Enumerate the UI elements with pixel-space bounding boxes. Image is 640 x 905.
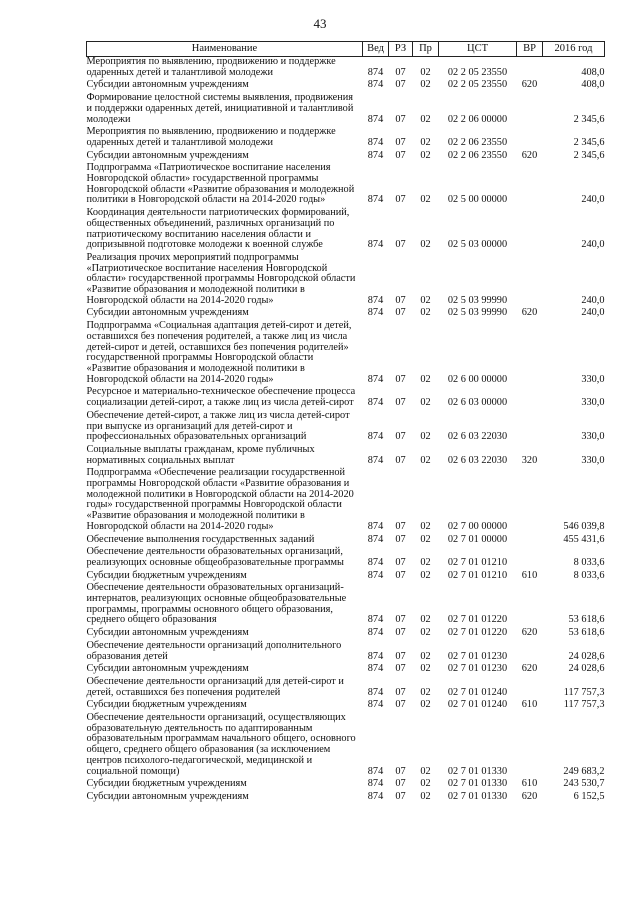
row-pr: 02	[420, 239, 431, 251]
row-name: Обеспечение детей-сирот, а также лиц из числа детей-сирот при выпуске из организаций для детей-сирот и профессиональных образовательных организаций	[86, 409, 350, 443]
row-pr: 02	[420, 66, 431, 78]
row-amount: 240,0	[581, 294, 605, 306]
table-row	[87, 713, 605, 779]
row-amount: 330,0	[581, 431, 605, 443]
row-name: Обеспечение деятельности организаций дополнительного образования детей	[86, 639, 342, 662]
row-cst: 02 5 03 00000	[447, 239, 508, 251]
row-ved: 874	[367, 397, 384, 409]
row-cst: 02 2 06 23550	[447, 136, 508, 148]
row-ved: 874	[367, 627, 384, 639]
row-pr: 02	[420, 113, 431, 125]
table-row	[87, 468, 605, 534]
row-name: Обеспечение деятельности образовательных организаций, реализующих основные общеобразовательные программы	[86, 546, 344, 568]
row-ved: 874	[367, 454, 384, 466]
row-rz: 07	[395, 663, 406, 675]
row-amount: 330,0	[581, 454, 605, 466]
row-pr: 02	[420, 194, 431, 206]
row-cst: 02 5 00 00000	[447, 194, 508, 206]
row-amount: 53 618,6	[568, 614, 605, 626]
row-rz: 07	[395, 520, 406, 532]
row-vr	[517, 468, 543, 534]
row-ved: 874	[367, 307, 384, 319]
row-vr	[517, 641, 543, 664]
row-cst: 02 7 01 01330	[447, 778, 508, 790]
row-rz: 07	[395, 431, 406, 443]
row-pr: 02	[420, 663, 431, 675]
row-amount: 117 757,3	[563, 686, 605, 698]
table-row	[87, 208, 605, 253]
row-amount: 240,0	[581, 239, 605, 251]
row-rz: 07	[395, 650, 406, 662]
row-name: Реализация прочих мероприятий подпрограммы «Патриотическое воспитание населения Новгородской области» государственной программы Новгородской области «Развитие образования и молодежной политики в Новгородской области на 2014-2020 годы»	[86, 251, 356, 306]
row-name: Субсидии автономным учреждениям	[86, 79, 249, 91]
table-row	[87, 445, 605, 468]
row-amount: 240,0	[581, 307, 605, 319]
row-rz: 07	[395, 194, 406, 206]
row-cst: 02 7 01 01220	[447, 627, 508, 639]
col-header-year: 2016 год	[543, 42, 605, 57]
row-pr: 02	[420, 454, 431, 466]
row-rz: 07	[395, 113, 406, 125]
row-rz: 07	[395, 556, 406, 568]
row-name: Мероприятия по выявлению, продвижению и поддержке одаренных детей и талантливой молодежи	[86, 126, 336, 148]
row-ved: 874	[367, 149, 384, 161]
row-cst: 02 7 01 01330	[447, 765, 508, 777]
table-body	[87, 57, 605, 805]
row-cst: 02 5 03 99990	[447, 307, 508, 319]
row-pr: 02	[420, 533, 431, 545]
row-pr: 02	[420, 294, 431, 306]
row-amount: 249 683,2	[563, 765, 605, 777]
row-rz: 07	[395, 533, 406, 545]
row-vr: 320	[521, 454, 538, 466]
row-pr: 02	[420, 686, 431, 698]
row-cst: 02 2 05 23550	[447, 66, 508, 78]
row-name: Социальные выплаты гражданам, кроме публичных нормативных социальных выплат	[86, 443, 315, 466]
row-vr: 620	[521, 79, 538, 91]
row-vr	[517, 535, 543, 548]
row-vr	[517, 127, 543, 150]
table-row	[87, 127, 605, 150]
col-header-ved: Вед	[363, 42, 389, 57]
row-rz: 07	[395, 614, 406, 626]
row-ved: 874	[367, 294, 384, 306]
row-vr	[517, 253, 543, 309]
row-name: Обеспечение деятельности организаций для детей-сирот и детей, оставшихся без попечения родителей	[86, 675, 344, 698]
row-cst: 02 7 01 01230	[447, 663, 508, 675]
table-row	[87, 628, 605, 641]
row-vr	[517, 387, 543, 410]
row-pr: 02	[420, 397, 431, 409]
row-ved: 874	[367, 113, 384, 125]
row-name: Подпрограмма «Патриотическое воспитание населения Новгородской области» государственной программы Новгородской области «Развитие образования и молодежной политики в Новгородской области на 2014-2020 годы»	[86, 162, 355, 206]
row-amount: 243 530,7	[563, 778, 605, 790]
budget-table	[86, 41, 605, 805]
row-cst: 02 7 01 01240	[447, 699, 508, 711]
row-pr: 02	[420, 765, 431, 777]
row-vr	[517, 583, 543, 628]
row-ved: 874	[367, 431, 384, 443]
row-ved: 874	[367, 136, 384, 148]
row-name: Мероприятия по выявлению, продвижению и поддержке одаренных детей и талантливой молодежи	[86, 56, 336, 78]
row-vr: 620	[521, 663, 538, 675]
row-vr: 610	[521, 569, 538, 581]
row-amount: 117 757,3	[563, 699, 605, 711]
row-pr: 02	[420, 79, 431, 91]
row-name: Подпрограмма «Обеспечение реализации государственной программы Новгородской области «Развитие образования и молодежной политики в Новгородской области на 2014-2020 годы» государственной программы Новгородской области «Развитие образования и молодежной политики в Новгородской области на 2014-2020 годы»	[86, 467, 354, 532]
table-row	[87, 547, 605, 570]
row-ved: 874	[367, 239, 384, 251]
row-vr	[517, 677, 543, 700]
row-cst: 02 6 03 22030	[447, 454, 508, 466]
row-cst: 02 6 03 00000	[447, 397, 508, 409]
row-amount: 8 033,6	[573, 556, 605, 568]
row-pr: 02	[420, 650, 431, 662]
row-ved: 874	[367, 699, 384, 711]
row-cst: 02 7 00 00000	[447, 520, 508, 532]
row-rz: 07	[395, 239, 406, 251]
table-header	[87, 42, 605, 57]
row-pr: 02	[420, 520, 431, 532]
row-ved: 874	[367, 765, 384, 777]
row-amount: 240,0	[581, 194, 605, 206]
row-ved: 874	[367, 791, 384, 802]
row-pr: 02	[420, 699, 431, 711]
row-ved: 874	[367, 614, 384, 626]
row-amount: 2 345,6	[573, 149, 605, 161]
row-ved: 874	[367, 373, 384, 385]
row-cst: 02 7 01 01330	[447, 791, 508, 802]
row-vr: 610	[521, 699, 538, 711]
table-row	[87, 253, 605, 309]
row-vr: 620	[521, 307, 538, 319]
row-vr	[517, 713, 543, 779]
row-cst: 02 7 01 01220	[447, 614, 508, 626]
row-rz: 07	[395, 136, 406, 148]
table-row	[87, 321, 605, 387]
row-ved: 874	[367, 66, 384, 78]
row-vr: 620	[521, 791, 538, 802]
row-vr: 620	[521, 149, 538, 161]
row-pr: 02	[420, 791, 431, 802]
row-name: Субсидии бюджетным учреждениям	[86, 569, 247, 581]
row-rz: 07	[395, 627, 406, 639]
row-name: Субсидии автономным учреждениям	[86, 791, 249, 802]
row-ved: 874	[367, 79, 384, 91]
row-vr	[517, 411, 543, 445]
col-header-name: Наименование	[87, 42, 363, 57]
row-amount: 53 618,6	[568, 627, 605, 639]
row-name: Субсидии автономным учреждениям	[86, 663, 249, 675]
row-cst: 02 7 01 01230	[447, 650, 508, 662]
row-rz: 07	[395, 79, 406, 91]
row-cst: 02 6 00 00000	[447, 373, 508, 385]
row-name: Субсидии бюджетным учреждениям	[86, 699, 247, 711]
table-row	[87, 163, 605, 208]
row-ved: 874	[367, 569, 384, 581]
row-rz: 07	[395, 686, 406, 698]
row-name: Координация деятельности патриотических формирований, общественных объединений, различных организаций по патриотическому воспитанию населения области и допризывной подготовке молодежи к военной службе	[86, 207, 350, 251]
row-name: Обеспечение выполнения государственных заданий	[86, 533, 315, 545]
row-name: Субсидии автономным учреждениям	[86, 307, 249, 319]
row-cst: 02 5 03 99990	[447, 294, 508, 306]
row-vr: 620	[521, 627, 538, 639]
table-row	[87, 583, 605, 628]
row-vr	[517, 208, 543, 253]
row-pr: 02	[420, 627, 431, 639]
row-rz: 07	[395, 149, 406, 161]
row-amount: 330,0	[581, 397, 605, 409]
col-header-vr: ВР	[517, 42, 543, 57]
row-rz: 07	[395, 454, 406, 466]
row-ved: 874	[367, 686, 384, 698]
row-cst: 02 2 05 23550	[447, 79, 508, 91]
row-ved: 874	[367, 650, 384, 662]
row-vr: 610	[521, 778, 538, 790]
row-amount: 2 345,6	[573, 113, 605, 125]
row-rz: 07	[395, 294, 406, 306]
table-row	[87, 792, 605, 805]
col-header-rz: РЗ	[389, 42, 413, 57]
row-pr: 02	[420, 614, 431, 626]
row-amount: 2 345,6	[573, 136, 605, 148]
row-vr	[517, 163, 543, 208]
row-cst: 02 7 01 01210	[447, 556, 508, 568]
table-row	[87, 641, 605, 664]
page-number: 43	[313, 16, 327, 31]
row-cst: 02 7 01 01210	[447, 569, 508, 581]
row-vr	[517, 321, 543, 387]
row-name: Обеспечение деятельности организаций, осуществляющих образовательную деятельность по адаптированным образовательным программам начального общего, основного общего, среднего общего образования (за исключением центров психолого-педагогической, медицинской и социальной помощи)	[86, 712, 356, 777]
row-pr: 02	[420, 136, 431, 148]
row-name: Формирование целостной системы выявления, продвижения и поддержки одаренных детей, инициативной и талантливой молодежи	[86, 92, 354, 125]
row-pr: 02	[420, 149, 431, 161]
row-name: Ресурсное и материально-техническое обеспечение процесса социализации детей-сирот, а также лиц из числа детей-сирот	[86, 386, 356, 409]
row-vr	[517, 93, 543, 127]
row-cst: 02 7 01 00000	[447, 533, 508, 545]
row-amount: 455 431,6	[563, 533, 605, 545]
row-ved: 874	[367, 778, 384, 790]
row-rz: 07	[395, 569, 406, 581]
row-cst: 02 2 06 23550	[447, 149, 508, 161]
row-rz: 07	[395, 791, 406, 802]
table-row	[87, 411, 605, 445]
row-amount: 24 028,6	[568, 663, 605, 675]
col-header-cst: ЦСТ	[439, 42, 517, 57]
row-rz: 07	[395, 397, 406, 409]
row-rz: 07	[395, 765, 406, 777]
row-name: Подпрограмма «Социальная адаптация детей-сирот и детей, оставшихся без попечения родителей, а также лиц из числа детей-сирот и детей, оставшихся без попечения родителей» государственной программы Новгородской области «Развитие образования и молодежной политики в Новгородской области на 2014-2020 годы»	[86, 320, 352, 385]
row-amount: 408,0	[581, 66, 605, 78]
row-vr	[517, 57, 543, 81]
row-cst: 02 2 06 00000	[447, 113, 508, 125]
row-amount: 6 152,5	[573, 791, 605, 802]
row-amount: 546 039,8	[563, 520, 605, 532]
row-pr: 02	[420, 556, 431, 568]
row-pr: 02	[420, 569, 431, 581]
row-name: Субсидии автономным учреждениям	[86, 627, 249, 639]
row-name: Субсидии автономным учреждениям	[86, 149, 249, 161]
row-pr: 02	[420, 778, 431, 790]
row-rz: 07	[395, 699, 406, 711]
row-cst: 02 6 03 22030	[447, 431, 508, 443]
row-amount: 24 028,6	[568, 650, 605, 662]
row-rz: 07	[395, 373, 406, 385]
row-ved: 874	[367, 520, 384, 532]
table-row	[87, 57, 605, 81]
row-name: Субсидии бюджетным учреждениям	[86, 778, 247, 790]
row-ved: 874	[367, 533, 384, 545]
row-pr: 02	[420, 431, 431, 443]
row-vr	[517, 547, 543, 570]
row-rz: 07	[395, 307, 406, 319]
row-pr: 02	[420, 373, 431, 385]
row-pr: 02	[420, 307, 431, 319]
row-amount: 408,0	[581, 79, 605, 91]
row-ved: 874	[367, 663, 384, 675]
table-row	[87, 387, 605, 410]
row-name: Обеспечение деятельности образовательных организаций-интернатов, реализующих основные общеобразовательные программы, программы основного общего образования, среднего общего образования	[86, 582, 347, 626]
row-amount: 330,0	[581, 373, 605, 385]
row-amount: 8 033,6	[573, 569, 605, 581]
row-cst: 02 7 01 01240	[447, 686, 508, 698]
row-rz: 07	[395, 778, 406, 790]
row-ved: 874	[367, 556, 384, 568]
col-header-pr: Пр	[413, 42, 439, 57]
table-row	[87, 677, 605, 700]
table-row	[87, 93, 605, 127]
row-ved: 874	[367, 194, 384, 206]
row-rz: 07	[395, 66, 406, 78]
